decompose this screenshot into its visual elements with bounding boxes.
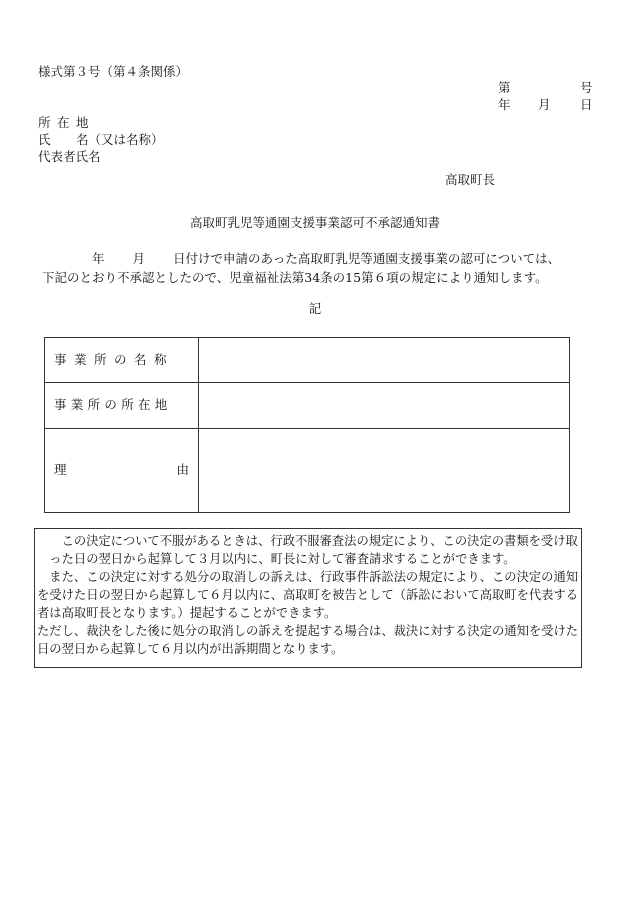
- body-line2: 下記のとおり不承認としたので、児童福祉法第34条の15第６項の規定により通知します。: [42, 270, 548, 285]
- notice-text-3: ただし、裁決をした後に処分の取消しの訴えを提起する場合は、裁決に対する決定の通知を受けた日の翌日から起算して６月以内が出訴期間となります。: [37, 624, 579, 656]
- facility-address-label: 事業所の所在地: [54, 397, 172, 413]
- row-label: [45, 338, 199, 383]
- table-row: [45, 429, 570, 513]
- ki-heading: 記: [308, 301, 322, 316]
- reason-char: 理: [54, 462, 67, 478]
- body-month: 月: [132, 251, 146, 266]
- document-title: 高取町乳児等通園支援事業認可不承認通知書: [189, 215, 440, 230]
- body-year: 年: [92, 251, 105, 266]
- body-line1: 日付けで申請のあった高取町乳児等通園支援事業の認可については、: [173, 251, 561, 266]
- row-label: [45, 429, 199, 513]
- facility-name-value[interactable]: [199, 338, 570, 383]
- row-label: [45, 383, 199, 429]
- date-month: 月: [538, 97, 551, 112]
- name-label: [38, 134, 164, 147]
- notice-text-2: また、この決定に対する処分の取消しの訴えは、行政事件訴訟法の規定により、この決定の通知を受けた日の翌日から起算して６月以内に、高取町を被告として（訴訟において高取町を代表する者は高取町長となります。）提起することができます。: [37, 570, 579, 620]
- date-year: 年: [498, 97, 511, 112]
- appeal-notice: [34, 528, 582, 668]
- name-suffix: 名（又は名称）: [76, 132, 164, 147]
- issuer: 高取町長: [445, 172, 496, 187]
- body-text: [42, 249, 592, 287]
- notice-paragraph: [37, 622, 579, 658]
- notice-paragraph: [37, 568, 579, 622]
- number-suffix: 号: [580, 80, 593, 95]
- notice-text-1: この決定について不服があるときは、行政不服審査法の規定により、この決定の書類を受け取った日の翌日から起算して３月以内に、町長に対して審査請求することができます。: [49, 534, 578, 566]
- info-table: [44, 337, 570, 513]
- form-number: 様式第３号（第４条関係）: [38, 64, 189, 79]
- date-day: 日: [580, 97, 593, 112]
- address-label: [38, 117, 89, 130]
- table-row: [45, 338, 570, 383]
- number-prefix: 第: [498, 80, 511, 95]
- representative-label: 代表者氏名: [38, 149, 101, 164]
- facility-name-label: 事業所の名称: [54, 351, 175, 367]
- address-char: 地: [76, 115, 89, 130]
- address-char: 所: [38, 115, 51, 130]
- facility-address-value[interactable]: [199, 383, 570, 429]
- reason-label: [54, 464, 198, 477]
- address-char: 在: [57, 115, 70, 130]
- table-row: [45, 383, 570, 429]
- reason-value[interactable]: [199, 429, 570, 513]
- reason-char: 由: [176, 462, 189, 478]
- notice-paragraph: [37, 532, 579, 568]
- name-char: 氏: [38, 132, 51, 147]
